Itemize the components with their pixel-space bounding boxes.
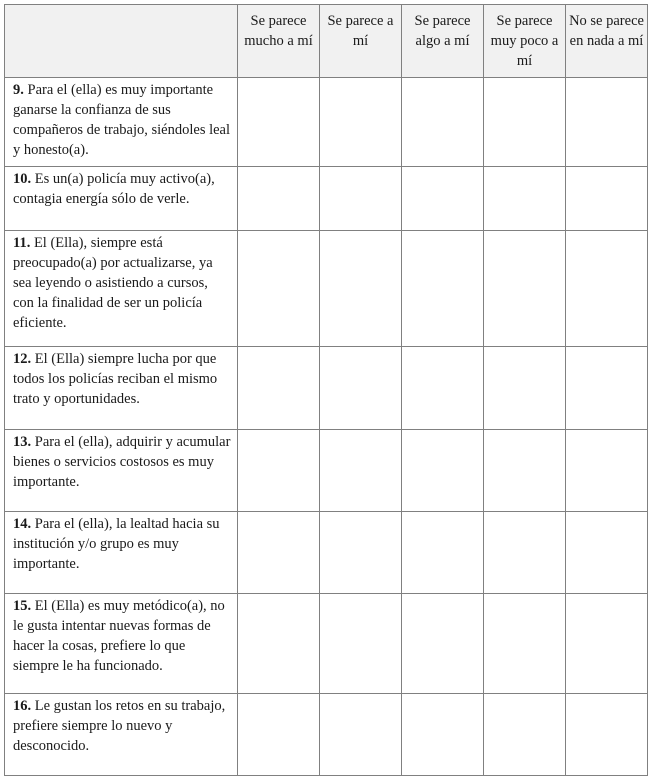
table-row <box>5 231 648 347</box>
question-number: 9. <box>13 82 24 98</box>
question-number: 12. <box>13 351 32 367</box>
column-header-parece: Se parece a mí <box>320 5 402 78</box>
answer-cell-mucho[interactable] <box>238 512 320 594</box>
question-text: El (Ella) es muy metódico(a), no le gusta intentar nuevas formas de hacer la cosas, prefiere lo que siempre le ha funcionado. <box>13 598 225 674</box>
answer-cell-algo[interactable] <box>402 594 484 694</box>
answer-cell-mucho[interactable] <box>238 694 320 776</box>
answer-cell-mucho[interactable] <box>238 78 320 167</box>
question-number: 15. <box>13 598 32 614</box>
header-row <box>5 5 648 78</box>
answer-cell-nada[interactable] <box>566 430 648 512</box>
table-row <box>5 430 648 512</box>
answer-cell-parece[interactable] <box>320 167 402 231</box>
answer-cell-nada[interactable] <box>566 78 648 167</box>
answer-cell-parece[interactable] <box>320 430 402 512</box>
answer-cell-nada[interactable] <box>566 512 648 594</box>
answer-cell-algo[interactable] <box>402 512 484 594</box>
answer-cell-muy-poco[interactable] <box>484 78 566 167</box>
column-header-nada: No se parece en nada a mí <box>566 5 648 78</box>
question-cell <box>5 512 238 594</box>
answer-cell-nada[interactable] <box>566 167 648 231</box>
answer-cell-parece[interactable] <box>320 231 402 347</box>
column-header-mucho: Se parece mucho a mí <box>238 5 320 78</box>
question-cell <box>5 694 238 776</box>
answer-cell-nada[interactable] <box>566 231 648 347</box>
column-header-algo: Se parece algo a mí <box>402 5 484 78</box>
question-text: Para el (ella), adquirir y acumular bienes o servicios costosos es muy importante. <box>13 434 231 490</box>
answer-cell-nada[interactable] <box>566 347 648 430</box>
question-cell <box>5 430 238 512</box>
question-text: El (Ella) siempre lucha por que todos los policías reciban el mismo trato y oportunidades. <box>13 351 218 407</box>
table-row <box>5 347 648 430</box>
table-row <box>5 78 648 167</box>
question-cell <box>5 594 238 694</box>
answer-cell-algo[interactable] <box>402 167 484 231</box>
question-cell <box>5 78 238 167</box>
question-column-header <box>5 5 238 78</box>
answer-cell-muy-poco[interactable] <box>484 231 566 347</box>
answer-cell-muy-poco[interactable] <box>484 694 566 776</box>
question-text: Para el (ella), la lealtad hacia su institución y/o grupo es muy importante. <box>13 516 220 572</box>
answer-cell-mucho[interactable] <box>238 594 320 694</box>
question-cell <box>5 167 238 231</box>
answer-cell-mucho[interactable] <box>238 167 320 231</box>
answer-cell-algo[interactable] <box>402 347 484 430</box>
answer-cell-parece[interactable] <box>320 594 402 694</box>
question-text: Le gustan los retos en su trabajo, prefiere siempre lo nuevo y desconocido. <box>13 698 226 754</box>
answer-cell-nada[interactable] <box>566 694 648 776</box>
answer-cell-mucho[interactable] <box>238 430 320 512</box>
question-number: 11. <box>13 235 31 251</box>
answer-cell-muy-poco[interactable] <box>484 512 566 594</box>
question-number: 13. <box>13 434 32 450</box>
answer-cell-algo[interactable] <box>402 78 484 167</box>
table-row <box>5 694 648 776</box>
table-row <box>5 167 648 231</box>
table-row <box>5 512 648 594</box>
question-number: 14. <box>13 516 32 532</box>
answer-cell-parece[interactable] <box>320 347 402 430</box>
question-number: 10. <box>13 171 32 187</box>
answer-cell-mucho[interactable] <box>238 347 320 430</box>
answer-cell-muy-poco[interactable] <box>484 347 566 430</box>
column-header-muy-poco: Se parece muy poco a mí <box>484 5 566 78</box>
table-row <box>5 594 648 694</box>
answer-cell-muy-poco[interactable] <box>484 167 566 231</box>
questionnaire-table <box>4 4 648 776</box>
answer-cell-muy-poco[interactable] <box>484 594 566 694</box>
answer-cell-muy-poco[interactable] <box>484 430 566 512</box>
question-text: Es un(a) policía muy activo(a), contagia energía sólo de verle. <box>13 171 215 207</box>
answer-cell-algo[interactable] <box>402 231 484 347</box>
answer-cell-algo[interactable] <box>402 694 484 776</box>
question-cell <box>5 231 238 347</box>
question-number: 16. <box>13 698 32 714</box>
answer-cell-mucho[interactable] <box>238 231 320 347</box>
answer-cell-parece[interactable] <box>320 78 402 167</box>
answer-cell-algo[interactable] <box>402 430 484 512</box>
answer-cell-parece[interactable] <box>320 512 402 594</box>
answer-cell-parece[interactable] <box>320 694 402 776</box>
question-text: Para el (ella) es muy importante ganarse la confianza de sus compañeros de trabajo, siéndoles leal y honesto(a). <box>13 82 231 158</box>
question-text: El (Ella), siempre está preocupado(a) por actualizarse, ya sea leyendo o asistiendo a cursos, con la finalidad de ser un policía eficiente. <box>13 235 213 331</box>
answer-cell-nada[interactable] <box>566 594 648 694</box>
question-cell <box>5 347 238 430</box>
